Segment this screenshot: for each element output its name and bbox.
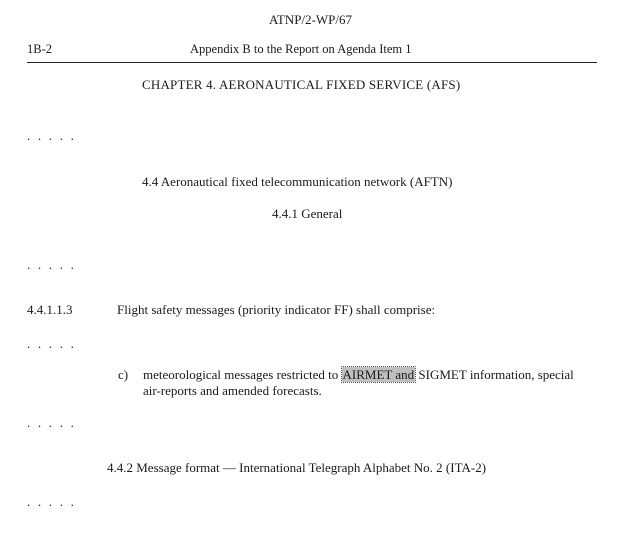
highlighted-text: AIRMET and [342, 367, 415, 382]
list-item-text-continued: air-reports and amended forecasts. [143, 383, 322, 398]
chapter-title: CHAPTER 4. AERONAUTICAL FIXED SERVICE (AFS) [142, 77, 461, 92]
paragraph-text: Flight safety messages (priority indicator FF) shall comprise: [117, 302, 436, 317]
header-rule [27, 62, 597, 63]
list-item-text [143, 367, 574, 383]
section-title: 4.4.2 Message format — International Telegraph Alphabet No. 2 (ITA-2) [107, 460, 487, 475]
ellipsis-separator: . . . . . [27, 415, 77, 430]
list-item-text-before: meteorological messages restricted to [143, 367, 342, 382]
ellipsis-separator: . . . . . [27, 494, 77, 509]
ellipsis-separator: . . . . . [27, 257, 77, 272]
page-number: 1B-2 [27, 42, 52, 56]
ellipsis-separator: . . . . . [27, 128, 77, 143]
ellipsis-separator: . . . . . [27, 336, 77, 351]
list-item-marker: c) [118, 367, 129, 382]
appendix-title: Appendix B to the Report on Agenda Item 1 [190, 42, 412, 56]
document-id: ATNP/2-WP/67 [268, 12, 353, 27]
list-item-text-after: SIGMET information, special [415, 367, 574, 382]
subsection-title: 4.4.1 General [272, 206, 343, 221]
section-title: 4.4 Aeronautical fixed telecommunication network (AFTN) [142, 174, 453, 189]
paragraph-number: 4.4.1.1.3 [27, 302, 73, 317]
